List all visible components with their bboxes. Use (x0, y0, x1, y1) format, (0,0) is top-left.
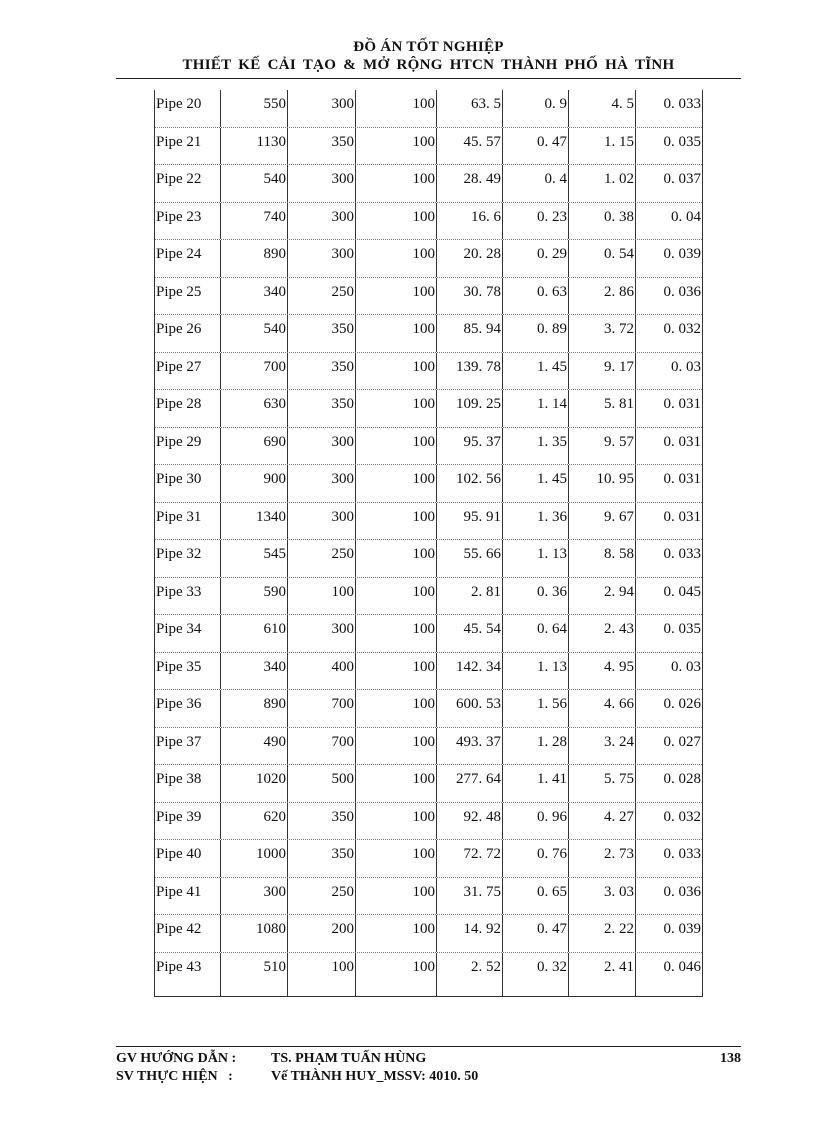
table-cell: 700 (288, 728, 356, 765)
table-cell: 600. 53 (437, 690, 503, 727)
table-cell: 0. 64 (503, 615, 569, 652)
table-cell: 1020 (221, 765, 288, 802)
table-cell: 100 (356, 203, 437, 240)
table-row (155, 728, 702, 766)
table-cell: 2. 41 (569, 953, 636, 996)
table-cell: 100 (356, 428, 437, 465)
table-cell: 0. 04 (671, 208, 701, 225)
table-cell: 0. 031 (663, 508, 701, 525)
table-cell: 0. 36 (503, 578, 569, 615)
table-cell: 9. 57 (569, 428, 636, 465)
table-cell: 350 (288, 390, 356, 427)
table-cell: 1080 (221, 915, 288, 952)
table-cell: 0. 47 (503, 915, 569, 952)
table-row (155, 240, 702, 278)
table-cell: 0. 031 (663, 433, 701, 450)
table-row (155, 278, 702, 316)
table-cell: 540 (221, 165, 288, 202)
table-cell: 0. 039 (663, 246, 701, 262)
advisor-name: TS. PHẠM TUẤN HÙNG (271, 1051, 427, 1066)
table-cell: 0. 032 (663, 321, 701, 337)
pipe-id-cell: Pipe 29 (155, 428, 221, 465)
table-cell: 590 (221, 578, 288, 615)
table-cell: 200 (288, 915, 356, 952)
pipe-id-cell: Pipe 22 (155, 165, 221, 202)
table-row (155, 428, 702, 466)
pipe-id-cell: Pipe 40 (155, 840, 221, 877)
table-cell: 100 (356, 728, 437, 765)
table-cell: 0. 032 (663, 808, 701, 825)
table-row (155, 840, 702, 878)
table-cell: 300 (288, 428, 356, 465)
table-cell: 0. 036 (663, 283, 701, 300)
table-cell: 500 (288, 765, 356, 802)
table-cell: 0. 4 (503, 165, 569, 202)
table-cell: 0. 63 (503, 278, 569, 315)
table-cell: 100 (356, 503, 437, 540)
table-cell: 9. 17 (569, 353, 636, 390)
table-cell: 0. 033 (663, 846, 701, 862)
table-cell: 100 (356, 578, 437, 615)
table-cell: 545 (221, 540, 288, 577)
document-title: ĐỒ ÁN TỐT NGHIỆP (353, 39, 504, 55)
table-cell: 1. 14 (503, 390, 569, 427)
table-cell: 1. 02 (569, 165, 636, 202)
table-cell: 0. 035 (663, 133, 701, 150)
table-cell: 540 (221, 315, 288, 352)
student-label: SV THỰC HIỆN : (116, 1069, 233, 1084)
table-cell: 100 (356, 240, 437, 277)
table-cell: 300 (288, 615, 356, 652)
pipe-id-cell: Pipe 31 (155, 503, 221, 540)
table-cell: 16. 6 (437, 203, 503, 240)
table-cell: 0. 23 (503, 203, 569, 240)
table-cell: 300 (288, 90, 356, 127)
table-cell: 100 (356, 840, 437, 877)
table-cell: 100 (356, 390, 437, 427)
table-cell: 300 (288, 165, 356, 202)
student-name: Vế THÀNH HUY_MSSV: 4010. 50 (271, 1069, 479, 1084)
table-cell: 277. 64 (437, 765, 503, 802)
table-cell: 45. 57 (437, 128, 503, 165)
table-cell: 300 (288, 465, 356, 502)
table-row (155, 953, 702, 996)
page-number: 138 (720, 1051, 741, 1066)
table-cell: 30. 78 (437, 278, 503, 315)
table-cell: 100 (288, 953, 356, 996)
table-cell: 2. 22 (569, 915, 636, 952)
table-cell: 2. 73 (569, 840, 636, 877)
pipe-id-cell: Pipe 37 (155, 728, 221, 765)
table-cell: 900 (221, 465, 288, 502)
table-cell: 1130 (221, 128, 288, 165)
table-cell: 100 (356, 540, 437, 577)
table-cell: 630 (221, 390, 288, 427)
table-cell: 0. 035 (663, 621, 701, 637)
table-cell: 2. 86 (569, 278, 636, 315)
table-cell: 1. 45 (503, 465, 569, 502)
table-cell: 890 (221, 690, 288, 727)
project-title: THIẾT KẾ CẢI TẠO & MỞ RỘNG HTCN THÀNH PHỐ HÀ TĨNH (182, 57, 675, 73)
table-cell: 100 (356, 278, 437, 315)
table-cell: 2. 52 (437, 953, 503, 996)
table-cell: 493. 37 (437, 728, 503, 765)
table-row (155, 690, 702, 728)
table-cell: 300 (221, 878, 288, 915)
table-cell: 250 (288, 878, 356, 915)
table-cell: 0. 026 (663, 696, 701, 712)
table-row (155, 465, 702, 503)
table-cell: 3. 24 (569, 728, 636, 765)
table-cell: 100 (356, 803, 437, 840)
table-cell: 610 (221, 615, 288, 652)
table-cell: 4. 95 (569, 653, 636, 690)
table-cell: 8. 58 (569, 540, 636, 577)
pipe-id-cell: Pipe 43 (155, 953, 221, 996)
table-row (155, 915, 702, 953)
table-cell: 0. 96 (503, 803, 569, 840)
table-cell: 1. 28 (503, 728, 569, 765)
pipe-id-cell: Pipe 41 (155, 878, 221, 915)
table-cell: 0. 47 (503, 128, 569, 165)
table-cell: 100 (356, 915, 437, 952)
table-row (155, 353, 702, 391)
table-row (155, 653, 702, 691)
pipe-id-cell: Pipe 38 (155, 765, 221, 802)
pipe-id-cell: Pipe 42 (155, 915, 221, 952)
table-cell: 1. 36 (503, 503, 569, 540)
table-cell: 0. 039 (663, 921, 701, 937)
table-cell: 0. 54 (569, 240, 636, 277)
table-cell: 1340 (221, 503, 288, 540)
table-cell: 0. 031 (663, 471, 701, 487)
table-cell: 1. 13 (503, 653, 569, 690)
table-cell: 300 (288, 203, 356, 240)
table-cell: 95. 37 (437, 428, 503, 465)
table-cell: 350 (288, 353, 356, 390)
table-row (155, 803, 702, 841)
pipe-id-cell: Pipe 26 (155, 315, 221, 352)
table-cell: 100 (356, 953, 437, 996)
table-cell: 1. 41 (503, 765, 569, 802)
table-cell: 100 (288, 578, 356, 615)
table-cell: 95. 91 (437, 503, 503, 540)
table-cell: 340 (221, 653, 288, 690)
table-cell: 400 (288, 653, 356, 690)
table-cell: 100 (356, 653, 437, 690)
table-cell: 250 (288, 540, 356, 577)
table-cell: 9. 67 (569, 503, 636, 540)
table-cell: 31. 75 (437, 878, 503, 915)
page-header (116, 38, 741, 74)
table-row (155, 165, 702, 203)
table-cell: 100 (356, 90, 437, 127)
table-cell: 620 (221, 803, 288, 840)
pipe-id-cell: Pipe 21 (155, 128, 221, 165)
table-row (155, 540, 702, 578)
table-cell: 2. 81 (437, 578, 503, 615)
table-cell: 350 (288, 840, 356, 877)
table-cell: 350 (288, 128, 356, 165)
table-cell: 0. 03 (671, 658, 701, 675)
table-cell: 0. 031 (663, 396, 701, 412)
table-cell: 0. 046 (663, 958, 701, 975)
table-cell: 5. 75 (569, 765, 636, 802)
footer-divider (116, 1046, 741, 1047)
header-divider (116, 78, 741, 79)
table-cell: 550 (221, 90, 288, 127)
table-cell: 14. 92 (437, 915, 503, 952)
table-cell: 100 (356, 765, 437, 802)
table-cell: 85. 94 (437, 315, 503, 352)
table-cell: 0. 29 (503, 240, 569, 277)
table-cell: 45. 54 (437, 615, 503, 652)
table-cell: 0. 033 (663, 96, 701, 112)
table-row (155, 128, 702, 166)
pipe-id-cell: Pipe 33 (155, 578, 221, 615)
table-cell: 350 (288, 315, 356, 352)
table-cell: 740 (221, 203, 288, 240)
table-cell: 142. 34 (437, 653, 503, 690)
pipe-id-cell: Pipe 30 (155, 465, 221, 502)
table-cell: 100 (356, 315, 437, 352)
pipe-id-cell: Pipe 25 (155, 278, 221, 315)
table-cell: 100 (356, 165, 437, 202)
table-cell: 1. 13 (503, 540, 569, 577)
table-cell: 100 (356, 615, 437, 652)
table-row (155, 390, 702, 428)
table-row (155, 578, 702, 616)
table-cell: 0. 027 (663, 733, 701, 750)
table-cell: 2. 94 (569, 578, 636, 615)
table-row (155, 765, 702, 803)
table-cell: 4. 27 (569, 803, 636, 840)
pipe-id-cell: Pipe 32 (155, 540, 221, 577)
table-cell: 100 (356, 465, 437, 502)
pipe-data-table (154, 90, 703, 997)
table-cell: 28. 49 (437, 165, 503, 202)
table-cell: 100 (356, 690, 437, 727)
table-cell: 100 (356, 353, 437, 390)
table-cell: 102. 56 (437, 465, 503, 502)
table-row (155, 878, 702, 916)
pipe-id-cell: Pipe 34 (155, 615, 221, 652)
table-cell: 3. 03 (569, 878, 636, 915)
table-cell: 0. 033 (663, 546, 701, 562)
table-cell: 4. 66 (569, 690, 636, 727)
table-cell: 890 (221, 240, 288, 277)
table-row (155, 203, 702, 241)
table-cell: 0. 036 (663, 883, 701, 900)
table-cell: 100 (356, 128, 437, 165)
pipe-id-cell: Pipe 27 (155, 353, 221, 390)
pipe-id-cell: Pipe 36 (155, 690, 221, 727)
table-cell: 300 (288, 240, 356, 277)
table-cell: 55. 66 (437, 540, 503, 577)
pipe-id-cell: Pipe 23 (155, 203, 221, 240)
pipe-id-cell: Pipe 28 (155, 390, 221, 427)
table-cell: 1. 35 (503, 428, 569, 465)
table-cell: 0. 028 (663, 771, 701, 787)
table-cell: 0. 38 (569, 203, 636, 240)
table-row (155, 315, 702, 353)
table-cell: 350 (288, 803, 356, 840)
pipe-id-cell: Pipe 35 (155, 653, 221, 690)
table-cell: 72. 72 (437, 840, 503, 877)
advisor-label: GV HƯỚNG DẪN : (116, 1051, 237, 1066)
table-row (155, 90, 702, 128)
table-cell: 1. 45 (503, 353, 569, 390)
table-cell: 300 (288, 503, 356, 540)
table-cell: 690 (221, 428, 288, 465)
table-cell: 10. 95 (569, 465, 636, 502)
table-cell: 700 (221, 353, 288, 390)
table-cell: 340 (221, 278, 288, 315)
table-cell: 0. 03 (671, 358, 701, 375)
table-cell: 4. 5 (569, 90, 636, 127)
table-cell: 109. 25 (437, 390, 503, 427)
table-cell: 0. 76 (503, 840, 569, 877)
table-cell: 0. 89 (503, 315, 569, 352)
table-cell: 92. 48 (437, 803, 503, 840)
table-cell: 510 (221, 953, 288, 996)
table-cell: 0. 045 (663, 583, 701, 600)
table-cell: 0. 32 (503, 953, 569, 996)
table-cell: 490 (221, 728, 288, 765)
table-cell: 63. 5 (437, 90, 503, 127)
table-cell: 250 (288, 278, 356, 315)
table-cell: 0. 65 (503, 878, 569, 915)
pipe-id-cell: Pipe 24 (155, 240, 221, 277)
table-cell: 0. 037 (663, 171, 701, 187)
table-cell: 139. 78 (437, 353, 503, 390)
table-cell: 3. 72 (569, 315, 636, 352)
pipe-id-cell: Pipe 20 (155, 90, 221, 127)
table-cell: 1000 (221, 840, 288, 877)
table-cell: 700 (288, 690, 356, 727)
table-cell: 100 (356, 878, 437, 915)
table-cell: 5. 81 (569, 390, 636, 427)
table-cell: 1. 15 (569, 128, 636, 165)
pipe-id-cell: Pipe 39 (155, 803, 221, 840)
table-row (155, 503, 702, 541)
table-cell: 0. 9 (503, 90, 569, 127)
table-row (155, 615, 702, 653)
table-cell: 2. 43 (569, 615, 636, 652)
table-cell: 20. 28 (437, 240, 503, 277)
table-cell: 1. 56 (503, 690, 569, 727)
